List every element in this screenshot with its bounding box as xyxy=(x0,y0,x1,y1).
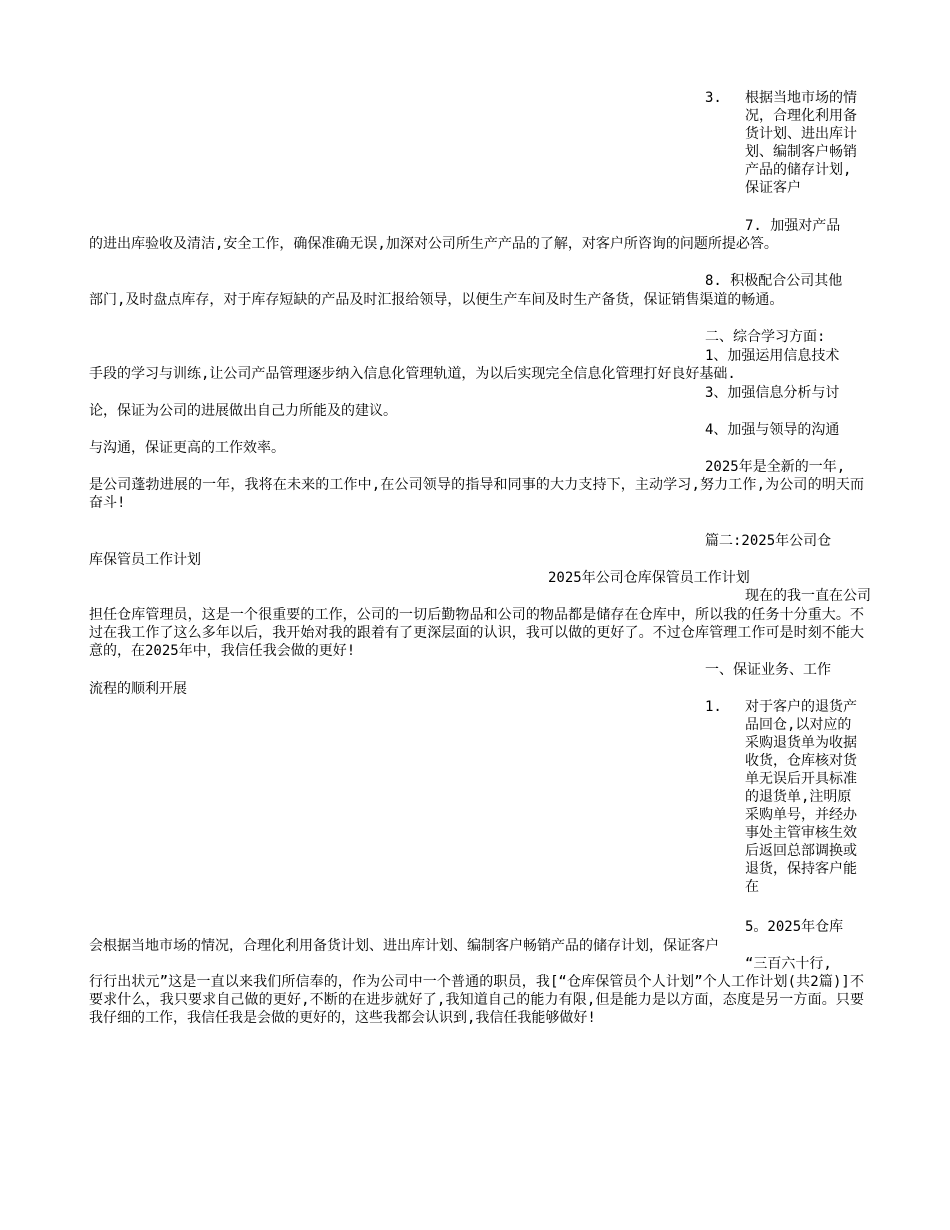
section-1-tail: 流程的顺利开展 xyxy=(89,681,187,697)
list-number-3: 3. xyxy=(705,90,722,106)
list-item-1-text: 对于客户的退货产品回仓,以对应的采购退货单为收据收货，仓库核对货单无误后开具标准的退货单,注明原采购单号，并经办事处主管审核生效后返回总部调换或退货，保持客户能在 xyxy=(745,699,857,895)
quote-head: “三百六十行, xyxy=(745,956,832,972)
quote-body: 行行出状元”这是一直以来我们所信奉的，作为公司中一个普通的职员，我[“仓库保管员个人计划”个人工作计划(共2篇)]不要求什么，我只要求自己做的更好,不断的在进步就好了,我知道自己的能力有限,但是能力是以方面，态度是另一方面。只要我仔细的工作，我信任我是会做的更好的，这些我都会认识到,我信任我能够做好! xyxy=(89,974,864,1026)
part-2-head: 篇二:2025年公司仓 xyxy=(705,533,832,549)
closing-body: 是公司蓬勃进展的一年，我将在未来的工作中,在公司领导的指导和同事的大力支持下，主动学习,努力工作,为公司的明天而奋斗! xyxy=(89,477,864,511)
list-number-1: 1. xyxy=(705,699,722,715)
section-1-head: 一、保证业务、工作 xyxy=(705,662,831,678)
study-1-body: 手段的学习与训练,让公司产品管理逐步纳入信息化管理轨道，为以后实现完全信息化管理打好良好基础. xyxy=(89,366,736,382)
item-7-body: 的进出库验收及清洁,安全工作，确保准确无误,加深对公司所生产产品的了解，对客户所咨询的问题所提必答。 xyxy=(89,236,778,252)
study-3-body: 论，保证为公司的进展做出自己力所能及的建议。 xyxy=(89,403,397,419)
item-8-body: 部门,及时盘点库存，对于库存短缺的产品及时汇报给领导，以便生产车间及时生产备货，保证销售渠道的畅通。 xyxy=(89,292,784,308)
item-5-head: 5。2025年仓库 xyxy=(745,919,844,935)
item-5-body: 会根据当地市场的情况，合理化利用备货计划、进出库计划、编制客户畅销产品的储存计划，保证客户 xyxy=(89,938,719,954)
item-7-head: 7. 加强对产品 xyxy=(745,218,841,234)
study-heading: 二、综合学习方面: xyxy=(705,329,826,345)
part-2-tail: 库保管员工作计划 xyxy=(89,552,201,568)
study-4-head: 4、加强与领导的沟通 xyxy=(705,422,840,438)
intro-body: 担任仓库管理员，这是一个很重要的工作，公司的一切后勤物品和公司的物品都是储存在仓库中，所以我的任务十分重大。不过在我工作了这么多年以后，我开始对我的跟着有了更深层面的认识，我可以做的更好了。不过仓库管理工作可是时刻不能大意的，在2025年中，我信任我会做的更好! xyxy=(89,607,864,659)
study-4-body: 与沟通，保证更高的工作效率。 xyxy=(89,440,285,456)
study-3-head: 3、加强信息分析与讨 xyxy=(705,385,840,401)
intro-head: 现在的我一直在公司 xyxy=(745,588,871,604)
item-8-head: 8. 积极配合公司其他 xyxy=(705,273,843,289)
study-1-head: 1、加强运用信息技术 xyxy=(705,348,840,364)
part-2-title: 2025年公司仓库保管员工作计划 xyxy=(548,570,750,586)
closing-head: 2025年是全新的一年, xyxy=(705,459,846,475)
list-item-3-text: 根据当地市场的情况，合理化利用备货计划、进出库计划、编制客户畅销产品的储存计划,保证客户 xyxy=(745,90,857,196)
